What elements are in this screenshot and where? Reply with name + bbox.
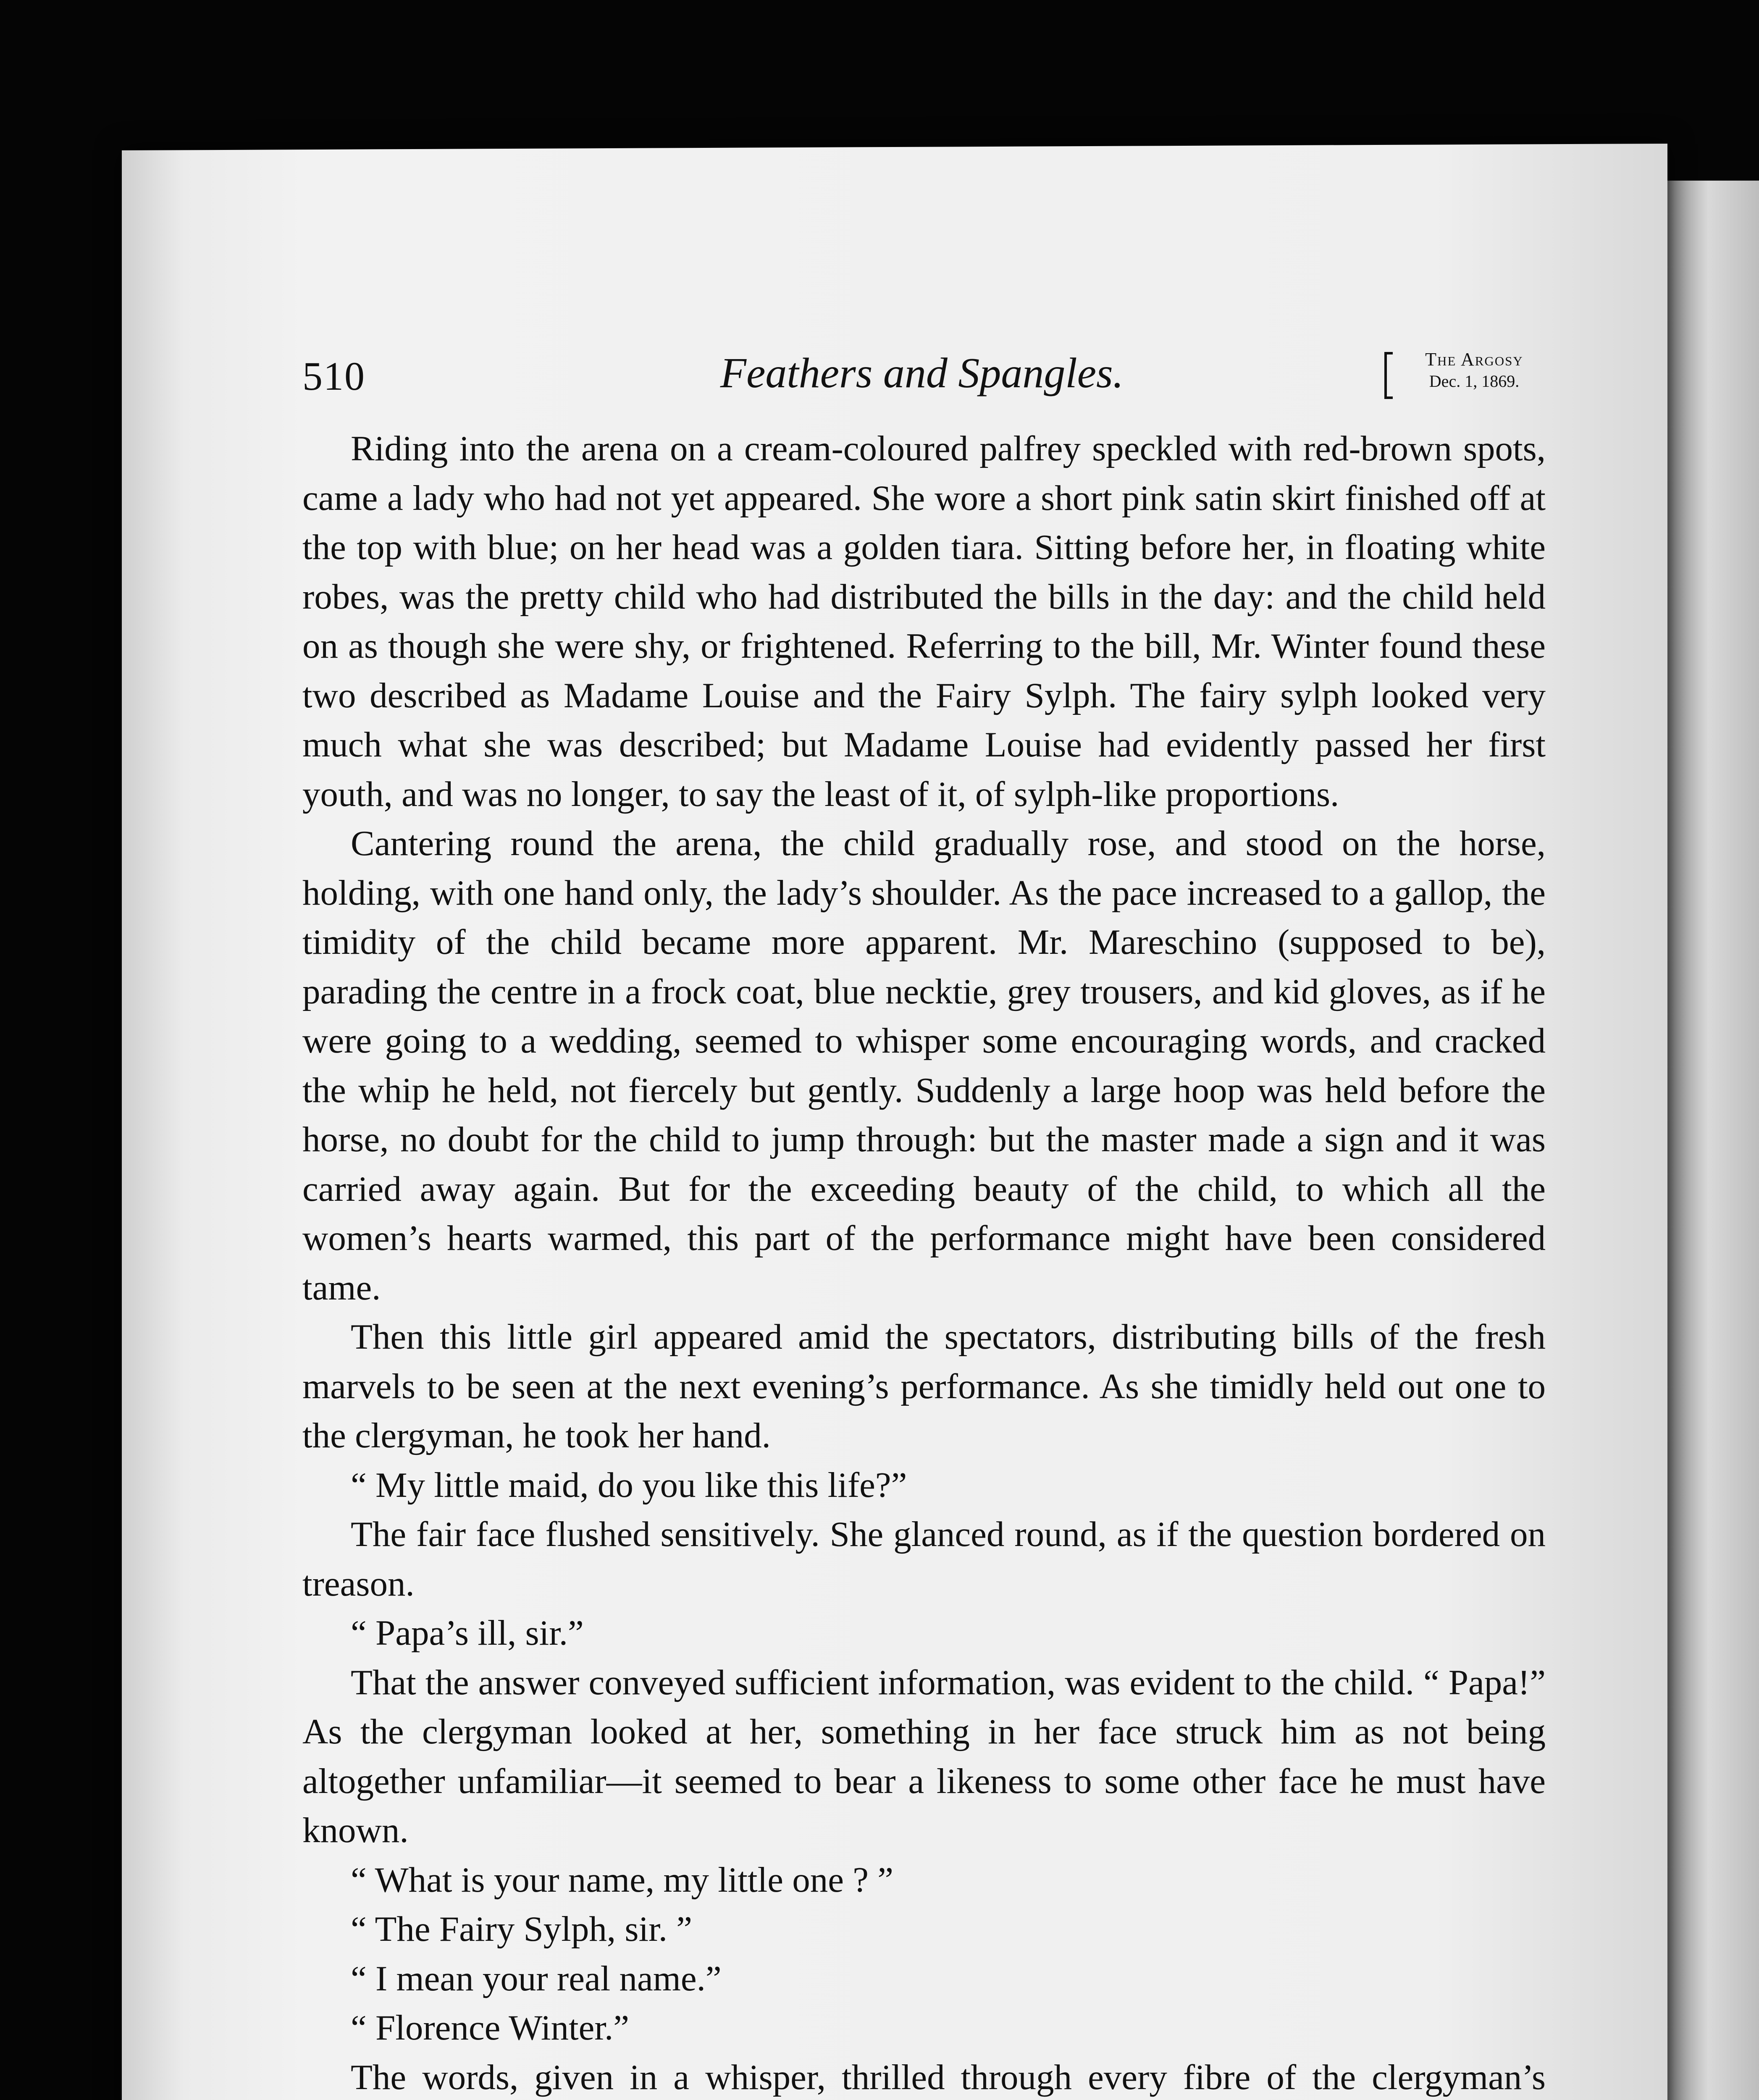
paragraph: “ My little maid, do you like this life?” — [351, 1465, 907, 1505]
source-citation — [1399, 349, 1550, 403]
paragraph: “ Florence Winter.” — [351, 2008, 629, 2048]
paragraph: The fair face flushed sensitively. She glanced round, as if the question bordered on treason. — [302, 1515, 1546, 1604]
paragraph: Cantering round the arena, the child gradually rose, and stood on the horse, holding, with one hand only, the lady’s shoulder. As the pace increased to a gallop, the timidity of the child became more apparent. Mr. Mareschino (supposed to be), parading the centre in a frock coat, blue necktie, grey trousers, and kid gloves, as if he were going to a wedding, seemed to whisper some encouraging words, and cracked the whip he held, not fiercely but gently. Suddenly a large hoop was held before the horse, no doubt for the child to jump through: but the master made a sign and it was carried away again. But for the exceeding beauty of the child, to which all the women’s hearts warmed, this part of the performance might have been considered tame. — [302, 824, 1546, 1307]
paragraph: Then this little girl appeared amid the spectators, distributing bills of the fresh marvels to be seen at the next evening’s performance. As she timidly held out one to the clergyman, he took her hand. — [302, 1317, 1546, 1455]
paragraph: Riding into the arena on a cream-coloured palfrey speckled with red-brown spots, came a lady who had not yet appeared. She wore a short pink satin skirt finished off at the top with blue; on her head was a golden tiara. Sitting before her, in floating white robes, was the pretty child who had distributed the bills in the day: and the child held on as though she were shy, or frightened. Referring to the bill, Mr. Winter found these two described as Madame Louise and the Fairy Sylph. The fairy sylph looked very much what she was described; but Madame Louise had evidently passed her first youth, and was no longer, to say the least of it, of sylph-like proportions. — [302, 429, 1546, 814]
bracket-mark — [1384, 352, 1393, 399]
paragraph: “ What is your name, my little one ? ” — [351, 1860, 893, 1900]
page-header — [302, 349, 1541, 407]
body-text — [302, 424, 1546, 2100]
paragraph: “ The Fairy Sylph, sir. ” — [351, 1909, 692, 1949]
journal-name: The Argosy — [1425, 349, 1523, 370]
paragraph: “ I mean your real name.” — [351, 1958, 722, 1998]
page-number: 510 — [302, 354, 365, 399]
running-title: Feathers and Spangles. — [720, 349, 1124, 397]
issue-date: Dec. 1, 1869. — [1429, 372, 1520, 391]
paragraph: The words, given in a whisper, thrilled through every fibre of the clergyman’s — [351, 2057, 1546, 2097]
paragraph: “ Papa’s ill, sir.” — [351, 1613, 584, 1653]
paragraph: That the answer conveyed sufficient information, was evident to the child. “ Papa!” As the clergyman looked at her, something in her face struck him as not being altogether unfamiliar—it seemed to bear a likeness to some other face he must have known. — [302, 1662, 1546, 1850]
